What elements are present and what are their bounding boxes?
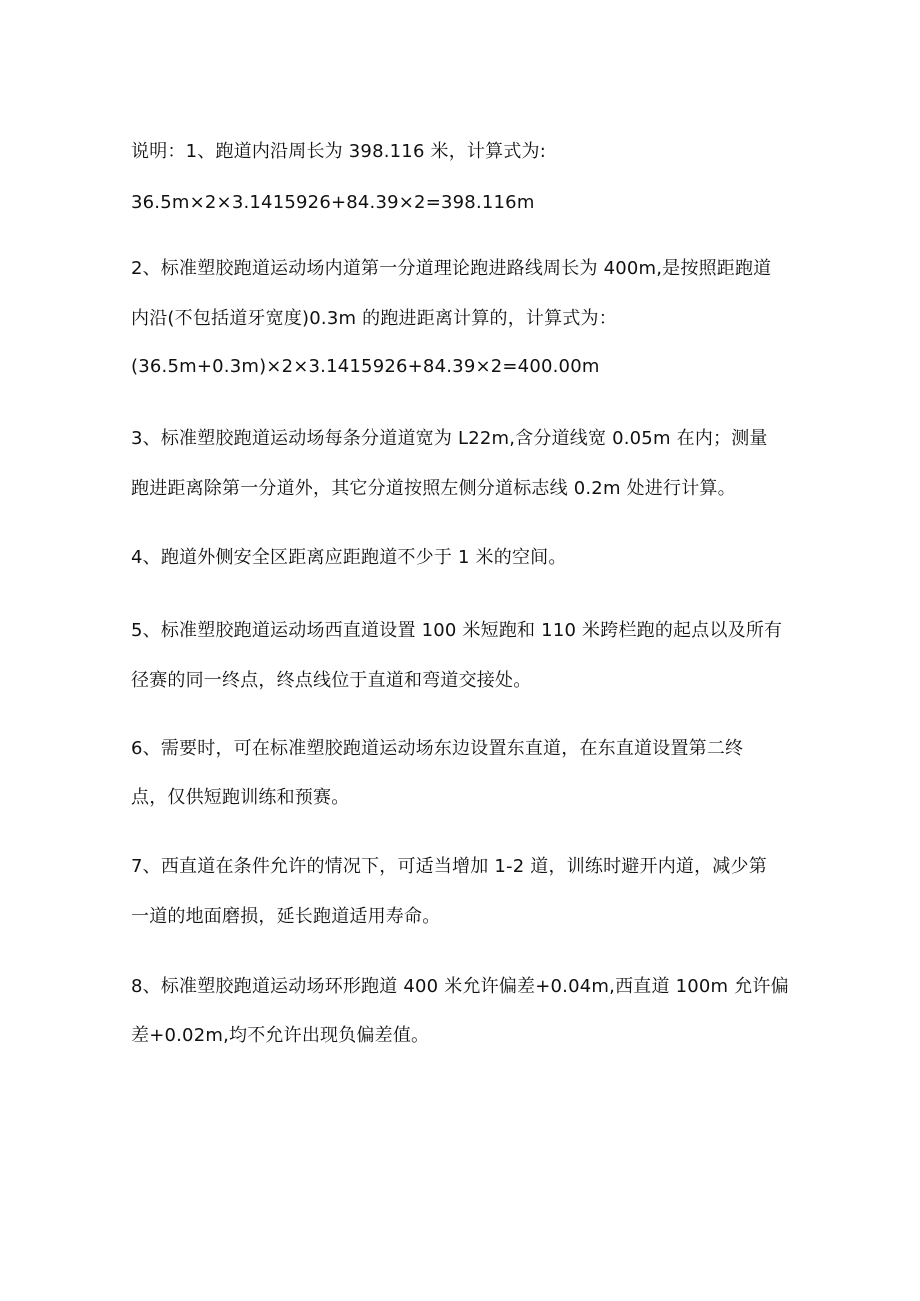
note-2-line-1: 2、标准塑胶跑道运动场内道第一分道理论跑进路线周长为 400m,是按照距跑道	[131, 258, 772, 279]
note-3-line-2: 跑进距离除第一分道外，其它分道按照左侧分道标志线 0.2m 处进行计算。	[131, 478, 736, 499]
note-5-line-1: 5、标准塑胶跑道运动场西直道设置 100 米短跑和 110 米跨栏跑的起点以及所有	[131, 620, 783, 641]
note-1-line-1: 说明：1、跑道内沿周长为 398.116 米，计算式为:	[131, 141, 546, 162]
note-8-line-2: 差+0.02m,均不允许出现负偏差值。	[131, 1025, 430, 1046]
note-7-line-1: 7、西直道在条件允许的情况下，可适当增加 1-2 道，训练时避开内道，减少第	[131, 856, 767, 877]
note-7-line-2: 一道的地面磨损，延长跑道适用寿命。	[131, 906, 441, 927]
note-8-line-1: 8、标准塑胶跑道运动场环形跑道 400 米允许偏差+0.04m,西直道 100m 允许偏	[131, 976, 789, 997]
note-1-formula: 36.5m×2×3.1415926+84.39×2=398.116m	[131, 192, 535, 213]
note-2-line-2: 内沿(不包括道牙宽度)0.3m 的跑进距离计算的，计算式为：	[131, 308, 617, 329]
note-4-line-1: 4、跑道外侧安全区距离应距跑道不少于 1 米的空间。	[131, 547, 567, 568]
note-3-line-1: 3、标准塑胶跑道运动场每条分道道宽为 L22m,含分道线宽 0.05m 在内；测量	[131, 428, 768, 449]
note-6-line-1: 6、需要时，可在标准塑胶跑道运动场东边设置东直道，在东直道设置第二终	[131, 738, 744, 759]
note-5-line-2: 径赛的同一终点，终点线位于直道和弯道交接处。	[131, 670, 532, 691]
note-6-line-2: 点，仅供短跑训练和预赛。	[131, 787, 350, 808]
note-2-formula: (36.5m+0.3m)×2×3.1415926+84.39×2=400.00m	[131, 356, 600, 377]
